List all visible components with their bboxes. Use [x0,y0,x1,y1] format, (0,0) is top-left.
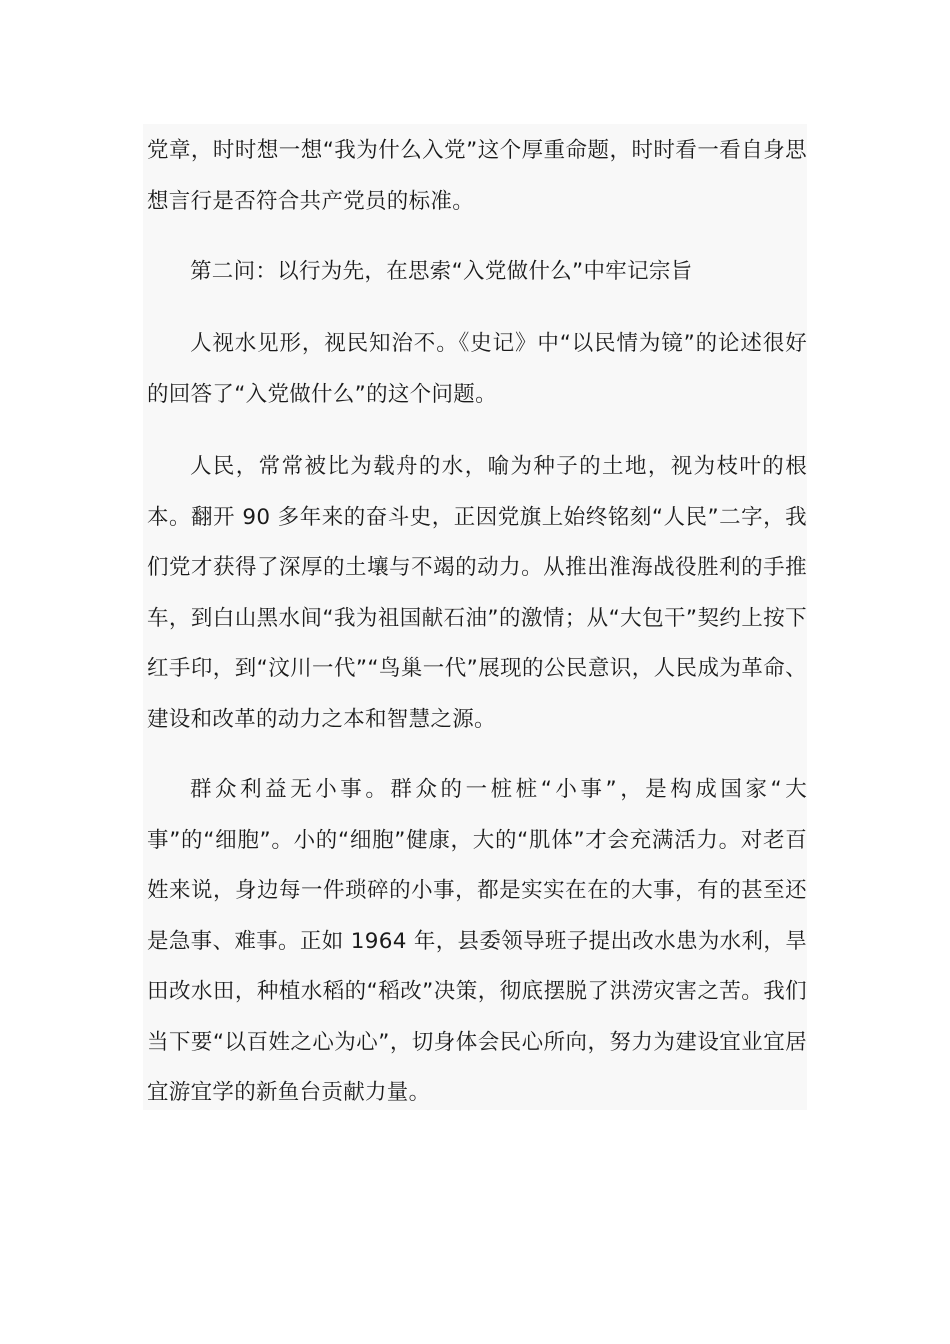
paragraph-continued: 党章，时时想一想“我为什么入党”这个厚重命题，时时看一看自身思想言行是否符合共产党员的标准。 [147,138,807,214]
paragraph: 人视水见形，视民知治不。《史记》中“以民情为镜”的论述很好的回答了“入党做什么”的这个问题。 [147,331,807,407]
paragraph: 群众利益无小事。群众的一桩桩“小事”，是构成国家“大事”的“细胞”。小的“细胞”健康，大的“肌体”才会充满活力。对老百姓来说，身边每一件琐碎的小事，都是实实在在的大事，有的甚至还是急事、难事。正如 1964 年，县委领导班子提出改水患为水利，旱田改水田，种植水稻的“稻改”决策，彻底摆脱了洪涝灾害之苦。我们当下要“以百姓之心为心”，切身体会民心所向，努力为建设宜业宜居宜游宜学的新鱼台贡献力量。 [147,777,807,1105]
section-heading: 第二问：以行为先，在思索“入党做什么”中牢记宗旨 [190,259,693,284]
paragraph: 人民，常常被比为载舟的水，喻为种子的土地，视为枝叶的根本。翻开 90 多年来的奋斗史，正因党旗上始终铭刻“人民”二字，我们党才获得了深厚的土壤与不竭的动力。从推出淮海战役胜利的手推车，到白山黑水间“我为祖国献石油”的激情；从“大包干”契约上按下红手印，到“汶川一代”“鸟巢一代”展现的公民意识，人民成为革命、建设和改革的动力之本和智慧之源。 [147,454,807,732]
